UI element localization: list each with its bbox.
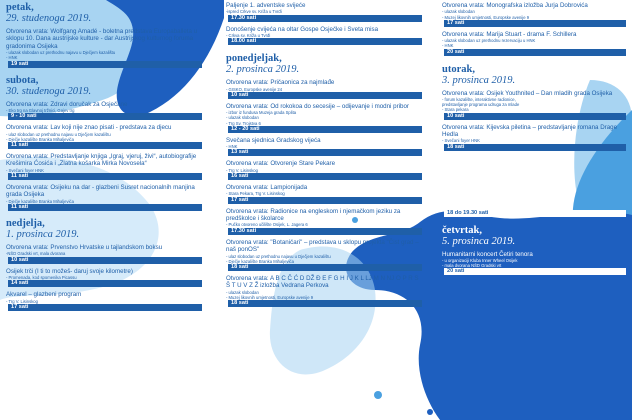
event-title: Donošenje cvijeća na oltar Gospe Osječke i Sveta misa <box>226 25 379 33</box>
time-badge: 17 sati <box>8 304 202 311</box>
event-item: Otvorena vrata: Otvorenje Stare Pekare - Trg V. Lisinskog 16 sati <box>226 160 422 180</box>
event-title: Humanitarni koncert Četiri tenora <box>442 250 533 258</box>
time-badge: 18 sati <box>228 300 422 307</box>
event-item: Otvorena vrata: Marija Stuart - drama F. Schillera - ulazak slobodan uz prethodnu rezervaciju u HNK - HNK 20 sati <box>442 31 626 56</box>
event-title: Otvorena vrata: Osijeku na dar - glazbeni Susret nacionalnih manjina grada Osijeka <box>6 184 195 199</box>
event-title: Otvorena vrata: Pričaonica za najmlađe <box>226 79 335 87</box>
day-name: subota, <box>6 74 39 86</box>
column-middle <box>226 2 422 307</box>
event-item: Otvorena vrata: Kolaž - radionica za najmlađe - ulazak slobodan - Muzej likovnih umjetnosti, Europske avenije 9 18 do 19.30 sati <box>442 187 626 217</box>
event-item: Otvorena vrata: Prvenstvo Hrvatske u tajlandskom boksu -NŠD Gradski vrt, mala dvorana 10 sati <box>6 244 202 264</box>
event-title: Otvorena vrata: Monografska izložba Jurja Dobrovića <box>442 2 588 9</box>
time-badge: 18 sati <box>444 144 626 151</box>
dot-small-c <box>427 409 433 415</box>
event-title: Osijek trči (I ti to možeš- daruj svoje kilometre) <box>6 267 133 275</box>
event-item: Akvarel – glazbeni program - Trg V. Lisinskog 17 sati <box>6 291 202 311</box>
day-date: 29. studenoga 2019. <box>6 13 92 24</box>
time-badge: 20 sati <box>444 268 626 275</box>
day-heading-sunday <box>6 218 202 240</box>
event-title: Paljenje 1. adventske svijeće <box>226 2 306 9</box>
time-badge: 17 sati <box>444 20 626 27</box>
event-title: Otvorena vrata: Osijek Youthnited – Dan mladih grada Osijeka <box>442 89 613 97</box>
event-item: Otvorena vrata: Lampionijada - Stara Pekara, Trg V. Lisinskog 17 sati <box>226 184 422 204</box>
day-heading-thursday <box>442 225 626 247</box>
event-title: Otvorena vrata: Kijevska piletina – predstavljanje romana Drage Hedla <box>442 123 618 139</box>
event-item: Otvorena vrata: Od rokokoa do secesije – odijevanje i modni pribor - izbor iz fundusa Muzeja grada Splita - ulazak slobodan - Trg Sv. Trojstva 6 12 - 20 sati <box>226 103 422 133</box>
time-badge: 18.00 sati <box>228 38 422 45</box>
event-title: Otvorena vrata: Prvenstvo Hrvatske u tajlandskom boksu <box>6 244 163 252</box>
event-title: Otvorena vrata: Kolaž - radionica za najmlađe <box>442 186 568 194</box>
day-heading-friday <box>6 2 202 24</box>
event-title: Otvorena vrata: Radionice na engleskom i njemačkom jeziku za predškolce i školarce <box>226 207 401 223</box>
time-badge: 17.30 sati <box>228 228 422 235</box>
event-item <box>6 28 202 68</box>
day-date: 1. prosinca 2019. <box>6 229 80 241</box>
event-item: Humanitarni koncert Četiri tenora - u organizaciji Kluba Inner Wheel Osijek - mala dvorana NŠD Gradski vrt 20 sati <box>442 251 626 276</box>
event-item: Otvorena vrata: Radionice na engleskom i njemačkom jeziku za predškolce i školarce - Pučko otvoreno učilište Osijek, L. Jagera 6 17.30 sati <box>226 208 422 235</box>
event-title: Otvorena vrata: Predstavljanje knjiga „Igraj, vjeruj, živi“, autobiografije Krešimira Ćosića i „Zlatna košarka Mirka Novosela“ <box>6 153 197 168</box>
event-title: Otvorena vrata: Wolfgang Amadé - boletna predstava Europaballeta u sklopu 10. Dana austrijske kulture - dar Austrijskog kulturnog foruma gradonima Osijeka <box>6 28 198 50</box>
day-date: 2. prosinca 2019. <box>226 64 300 76</box>
event-item: Otvorena vrata: Zdravi doručak za Osječane - Eko trg na Glavnoj tržnici, Gajev trg 9 - 10 sati <box>6 101 202 121</box>
time-badge: 19 sati <box>8 61 202 68</box>
event-title: Otvorena vrata: Zdravi doručak za Osječane <box>6 100 128 108</box>
event-title: Otvorena vrata: Otvorenje Stare Pekare <box>226 160 336 168</box>
time-badge: 12 - 20 sati <box>228 126 422 133</box>
day-name: nedjelja, <box>6 218 45 230</box>
time-badge: 10 sati <box>228 92 422 99</box>
day-heading-monday <box>226 53 422 75</box>
time-badge: 20 sati <box>444 49 626 56</box>
time-badge: 9 - 10 sati <box>8 113 202 120</box>
event-item: Otvorena vrata: Osijeku na dar - glazbeni Susret nacionalnih manjina grada Osijeka - Dječje kazalište Branka Mihaljevića 11 sati <box>6 184 202 211</box>
column-left <box>6 2 202 311</box>
time-badge: 18 sati <box>228 264 422 271</box>
day-heading-saturday <box>6 75 202 97</box>
day-heading-wednesday <box>442 161 626 183</box>
day-date: 5. prosinca 2019. <box>442 235 516 247</box>
event-title: Otvorena vrata: "Botaničari" – predstava u sklopu projekta "Čist grad – naš ponOS" <box>226 238 419 254</box>
time-badge: 10 sati <box>444 113 626 120</box>
event-title: Svečana sjednica Gradskog vijeća <box>226 136 321 144</box>
day-name: ponedjeljak, <box>226 53 282 65</box>
time-badge: 16 sati <box>228 173 422 180</box>
day-name: četvrtak, <box>442 224 482 236</box>
event-item: Otvorena vrata: Lav koji nije znao pisati - predstava za djecu - ulaz slobodan uz prethodnu najavu u Dječjem kazalištu - Dječje kazalište Branka Mihaljevića 11 sati <box>6 124 202 149</box>
time-badge: 11 sati <box>8 173 202 180</box>
time-badge: 17.30 sati <box>228 15 422 22</box>
day-date: 30. studenoga 2019. <box>6 85 92 97</box>
day-date: 4. prosinca 2019. <box>442 171 516 183</box>
day-name: utorak, <box>442 63 475 75</box>
event-item: Svečana sjednica Gradskog vijeća - HNK 13 sati <box>226 137 422 157</box>
day-name: petak, <box>6 2 34 13</box>
event-item: Otvorena vrata: Kijevska piletina – predstavljanje romana Drage Hedla - Svečani foyer HNK 18 sati <box>442 124 626 151</box>
day-heading-tuesday <box>442 64 626 86</box>
event-title: Otvorena vrata: Lampionijada <box>226 184 308 192</box>
time-badge: 11 sati <box>8 142 202 149</box>
column-right <box>442 2 626 275</box>
blue-section <box>442 161 626 276</box>
event-title: Otvorena vrata: Od rokokoa do secesije – odijevanje i modni pribor <box>226 102 409 110</box>
time-badge: 13 sati <box>228 149 422 156</box>
event-title: Otvorena vrata: A B C Č Ć D DŽ Đ E F G H I J K L LJ M N NJ O P R S Š T U V Z Ž izložba Vedrana Perkova <box>226 274 419 290</box>
time-badge: 10 sati <box>8 257 202 264</box>
event-item: Otvorena vrata: Monografska izložba Jurja Dobrovića - ulazak slobodan - Muzej likovnih umjetnosti, Europske avenije 9 17 sati <box>442 2 626 27</box>
time-badge: 18 do 19.30 sati <box>444 210 626 217</box>
event-title: Akvarel – glazbeni program <box>6 291 82 299</box>
time-badge: 17 sati <box>228 197 422 204</box>
event-title: Otvorena vrata: Lav koji nije znao pisati - predstava za djecu <box>6 124 172 132</box>
time-badge: 14 sati <box>8 280 202 287</box>
time-badge: 11 sati <box>8 204 202 211</box>
event-item: Paljenje 1. adventske svijeće -ispred Crkve sv. Križa u Tvrđi 17.30 sati <box>226 2 422 22</box>
day-date: 3. prosinca 2019. <box>442 74 516 86</box>
event-title: Otvorena vrata: Marija Stuart - drama F. Schillera <box>442 30 577 38</box>
event-item: Donošenje cvijeća na oltar Gospe Osječke i Sveta misa - Crkva sv. Križa u Tvrđi 18.00 sati <box>226 26 422 46</box>
event-item: Otvorena vrata: Osijek Youthnited – Dan mladih grada Osijeka - forum kazalište, interaktivne radionice, predstavljanje programa udruga za mlade - Stara pekara 10 sati <box>442 90 626 120</box>
day-name: srijeda, <box>442 160 476 172</box>
event-item: Otvorena vrata: "Botaničari" – predstava u sklopu projekta "Čist grad – naš ponOS" - ulaz slobodan uz prethodnu najavu u Dječjem kazalištu - Dječje kazalište Branka Mihaljevića 18 sati <box>226 239 422 271</box>
dot-small-b <box>374 391 382 399</box>
event-item: Otvorena vrata: A B C Č Ć D DŽ Đ E F G H I J K L LJ M N NJ O P R S Š T U V Z Ž izložba Vedrana Perkova - ulazak slobodan - Muzej likovnih umjetnosti, Europske avenije 9 18 sati <box>226 275 422 307</box>
event-info: - ulazak slobodan uz prethodnu najavu u Dječjem kazalištu - HNK 19 sati <box>6 50 202 67</box>
event-item: Osijek trči (I ti to možeš- daruj svoje kilometre) - Promenada, kod spomenika Picassu 14 sati <box>6 268 202 288</box>
event-item: Otvorena vrata: Predstavljanje knjiga „Igraj, vjeruj, živi“, autobiografije Krešimira Ćosića i „Zlatna košarka Mirka Novosela“ - Svečani foyer HNK 11 sati <box>6 153 202 180</box>
event-item: Otvorena vrata: Pričaonica za najmlađe - GISKO, Europske avenije 24 10 sati <box>226 79 422 99</box>
